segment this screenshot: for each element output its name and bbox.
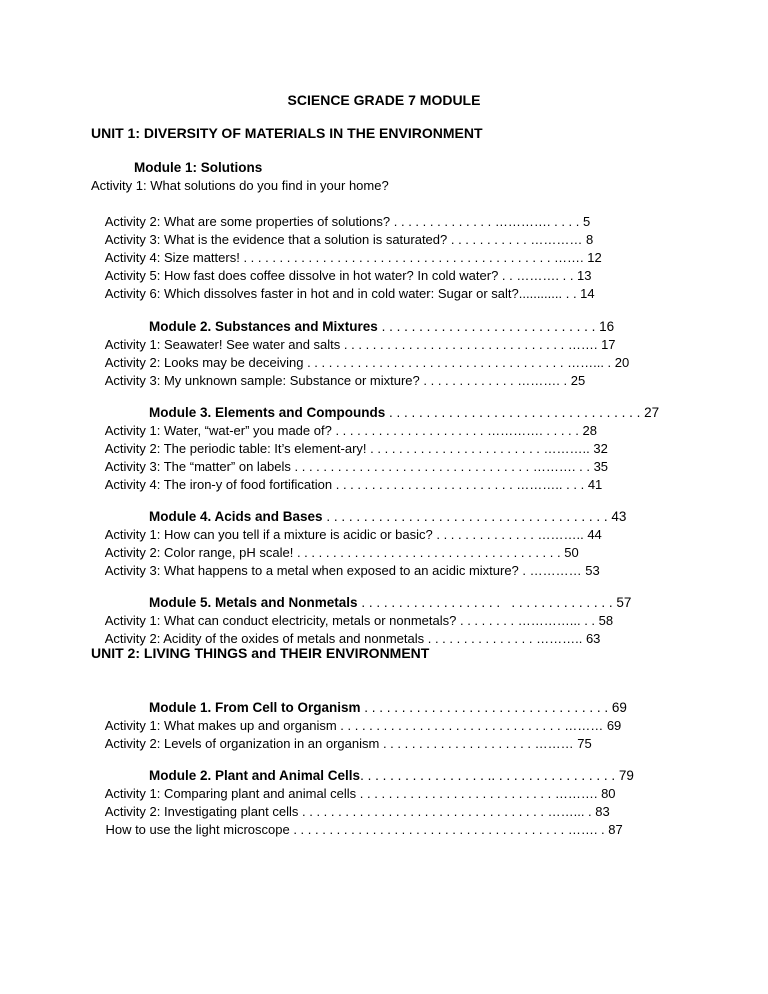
toc-entry-label: Activity 4: The iron-y of food fortification — [104, 477, 336, 492]
toc-entry-page: 63 — [585, 631, 601, 646]
toc-entry-leader: . . . . . . . . . . . . . ………. . — [423, 373, 571, 388]
toc-entry-label: Activity 2: Looks may be deceiving — [104, 355, 308, 370]
toc-entry-page: 17 — [601, 337, 616, 352]
toc-entry-leader: . . . . . . . . . . . . . . . . . . . . . . . . ……….. — [370, 441, 594, 456]
toc-entry-label: Activity 2: What are some properties of solutions? — [104, 214, 394, 229]
toc-entry-label: Activity 3: My unknown sample: Substance or mixture? — [104, 373, 424, 388]
toc-entry-leader: . . . . . . . . . . . . . . . . . . . . . ……… — [382, 736, 578, 751]
toc-entry-leader: . . . . . . . . . . . . . . . . . . . . . . . . . . . . . . . . . . — [389, 405, 645, 420]
toc-entry-leader: . . . . . . . . . . . . . . . . . .. . . . . . . . . . . . . . . . . — [360, 768, 619, 783]
toc-entry-label: Activity 2: Acidity of the oxides of metals and nonmetals — [104, 631, 428, 646]
toc-entry — [91, 249, 670, 283]
toc-entry-page: 20 — [614, 355, 630, 370]
toc-entry — [91, 318, 670, 352]
toc-entry — [91, 213, 670, 247]
toc-entry-page: 12 — [587, 250, 602, 265]
toc-entry-page: 69 — [611, 700, 627, 715]
toc-entry — [91, 526, 670, 560]
toc-entry-label: Activity 1: What makes up and organism — [104, 718, 341, 733]
toc-entry-leader: . . . . . . . . . . . . . . . . . . . . . . . . . . . . . . . . . . . . ……... . — [307, 355, 615, 370]
toc-entry-page: 80 — [601, 786, 616, 801]
toc-entry — [91, 354, 670, 388]
toc-entry-page: 69 — [606, 718, 622, 733]
unit-1-module-4-heading — [134, 490, 670, 524]
module-title: Module 4. Acids and Bases — [149, 509, 327, 524]
unit-2-module-2-heading — [134, 749, 670, 783]
toc-entry-page: 83 — [595, 804, 610, 819]
toc-entry — [91, 594, 670, 628]
toc-entry-label: Activity 1: Water, “wat-er” you made of? — [104, 423, 336, 438]
toc-entry — [91, 267, 670, 301]
toc-entry-leader: . . . . . . . . . . . . . . . ……….. — [427, 631, 586, 646]
toc-entry-leader: . . . . . . . . . . . . . . . . . . . . . . . . . . . . . . . . . . . . . . . . . . . ……. — [243, 250, 588, 265]
toc-entry-page: 35 — [593, 459, 609, 474]
toc-entry — [91, 717, 670, 751]
unit-1-module-1-heading: Module 1: Solutions — [134, 160, 263, 175]
toc-entry-page: 25 — [570, 373, 586, 388]
toc-entry-label: Activity 1: Seawater! See water and salts — [104, 337, 344, 352]
toc-entry — [91, 544, 670, 578]
toc-entry-label: Activity 1: What solutions do you find in your home? — [91, 178, 389, 193]
toc-entry-leader: . ………… — [522, 563, 586, 578]
toc-entry — [91, 612, 670, 646]
toc-entry-page: 32 — [593, 441, 608, 456]
toc-entry-label: Activity 3: What is the evidence that a solution is saturated? — [104, 232, 451, 247]
unit-1-module-2-heading — [134, 300, 670, 334]
toc-entry-leader: . . . . . . . . . . . . . . ……….. — [436, 527, 588, 542]
toc-entry — [91, 699, 670, 733]
toc-entry-label: Activity 1: What can conduct electricity, metals or nonmetals? — [104, 613, 460, 628]
module-title: Module 2. Plant and Animal Cells — [149, 768, 361, 783]
toc-entry-label: Activity 2: Investigating plant cells — [104, 804, 302, 819]
module-title: Module 3. Elements and Compounds — [149, 405, 390, 420]
toc-entry-page: 57 — [616, 595, 632, 610]
toc-entry-label: Activity 3: What happens to a metal when exposed to an acidic mixture? — [104, 563, 523, 578]
module-title: Module 1. From Cell to Organism — [149, 700, 365, 715]
toc-entry-leader: . . . . . . . . . . . . . . …………. . . . . — [393, 214, 583, 229]
toc-entry-leader: . . . . . . . . . . . . . . . . . . . . . …………. . . . . . — [335, 423, 583, 438]
toc-entry-leader: . . . . . . . . . . . . . . . . . . . . . . . . . . . . . . . . . . . . . — [296, 545, 565, 560]
toc-entry-label: Activity 4: Size matters! — [104, 250, 244, 265]
toc-entry-label: Activity 2: Levels of organization in an organism — [104, 736, 383, 751]
toc-entry-leader: . . . . . . . . . . . . . . . . . . . . . . . . . . . . . . . . . . . . . . ……. . — [293, 822, 609, 837]
toc-entry-page: 5 — [583, 214, 591, 229]
toc-entry-leader: . . . . . . . . . . . ………… — [450, 232, 586, 247]
toc-entry — [91, 458, 670, 492]
toc-entry-leader: . . . . . . . . . . . . . . . . . . . . . . . . . . . . . . . . . . ……... . — [302, 804, 596, 819]
unit-2-heading: UNIT 2: LIVING THINGS and THEIR ENVIRONMENT — [91, 645, 430, 661]
toc-entry — [91, 422, 670, 456]
toc-entry-label: Activity 2: The periodic table: It’s element-ary! — [104, 441, 371, 456]
toc-entry-page: 28 — [582, 423, 597, 438]
toc-entry-page: 41 — [587, 477, 603, 492]
toc-entry-label: Activity 6: Which dissolves faster in hot and in cold water: Sugar or salt? — [104, 286, 519, 301]
toc-entry-leader: . . . . . . . . …………... . . — [459, 613, 599, 628]
toc-entry — [91, 195, 670, 229]
toc-entry-page: 43 — [611, 509, 627, 524]
toc-entry — [91, 177, 389, 195]
toc-entry-leader: . . . . . . . . . . . . . . . . . . . . . . . . . . . . . . . ……. — [343, 337, 602, 352]
toc-entry-label: Activity 1: Comparing plant and animal cells — [104, 786, 360, 801]
toc-entry-leader: . . . . . . . . . . . . . . . . . . . . . . . . . . . ………. — [359, 786, 602, 801]
toc-entry-leader: . . . . . . . . . . . . . . . . . . . . . . . . . . . . . — [381, 319, 600, 334]
toc-entry-label: Activity 3: The “matter” on labels — [104, 459, 295, 474]
document-title: SCIENCE GRADE 7 MODULE — [287, 92, 481, 108]
toc-entry — [91, 231, 670, 265]
toc-entry — [91, 336, 670, 370]
unit-1-module-3-heading — [134, 386, 670, 420]
toc-entry-page: 50 — [564, 545, 579, 560]
toc-entry-page: 87 — [608, 822, 623, 837]
toc-entry-label: Activity 1: How can you tell if a mixture is acidic or basic? — [104, 527, 437, 542]
toc-entry-leader: . . ………. . . — [501, 268, 578, 283]
unit-1-module-5-heading — [134, 576, 670, 610]
toc-entry-leader: . . . . . . . . . . . . . . . . . . . . . . . . . . . . . . . . . . . . . . — [326, 509, 612, 524]
toc-entry-page: 27 — [644, 405, 660, 420]
toc-entry-page: 75 — [577, 736, 592, 751]
toc-entry-leader: . . . . . . . . . . . . . . . . . . . . . . . . . ……….. . . . — [335, 477, 588, 492]
module-title: Module 5. Metals and Nonmetals — [149, 595, 362, 610]
toc-entry-page: 58 — [598, 613, 614, 628]
toc-entry — [91, 440, 670, 474]
toc-entry-label: Activity 2: Color range, pH scale! — [104, 545, 297, 560]
unit-2-module-1-heading — [134, 681, 670, 715]
toc-entry — [91, 404, 670, 438]
toc-entry-page: 79 — [618, 768, 634, 783]
toc-entry-page: 44 — [587, 527, 602, 542]
toc-entry-leader: . . . . . . . . . . . . . . . . . . . . . . . . . . . . . . . . . — [364, 700, 612, 715]
toc-entry-page: 14 — [580, 286, 595, 301]
toc-entry — [91, 803, 670, 837]
toc-entry — [91, 508, 670, 542]
module-title: Module 2. Substances and Mixtures — [149, 319, 382, 334]
toc-entry-leader: . . . . . . . . . . . . . . . . . . . . . . . . . . . . . . . ……… — [340, 718, 607, 733]
toc-entry-page: 13 — [577, 268, 592, 283]
unit-1-heading: UNIT 1: DIVERSITY OF MATERIALS IN THE ENVIRONMENT — [91, 125, 483, 141]
toc-entry — [91, 767, 670, 801]
toc-entry-label: How to use the light microscope — [105, 822, 294, 837]
toc-entry-leader: ............ . . — [518, 286, 581, 301]
toc-entry — [91, 785, 670, 819]
toc-entry-page: 8 — [585, 232, 594, 247]
toc-entry-leader: . . . . . . . . . . . . . . . . . . . . . . . . . . . . . . . . . — [361, 595, 617, 610]
toc-entry-leader: . . . . . . . . . . . . . . . . . . . . . . . . . . . . . . . . . ………. . . — [294, 459, 594, 474]
toc-entry-page: 53 — [585, 563, 600, 578]
toc-entry-page: 16 — [599, 319, 615, 334]
toc-entry-label: Activity 5: How fast does coffee dissolve in hot water? In cold water? — [104, 268, 502, 283]
